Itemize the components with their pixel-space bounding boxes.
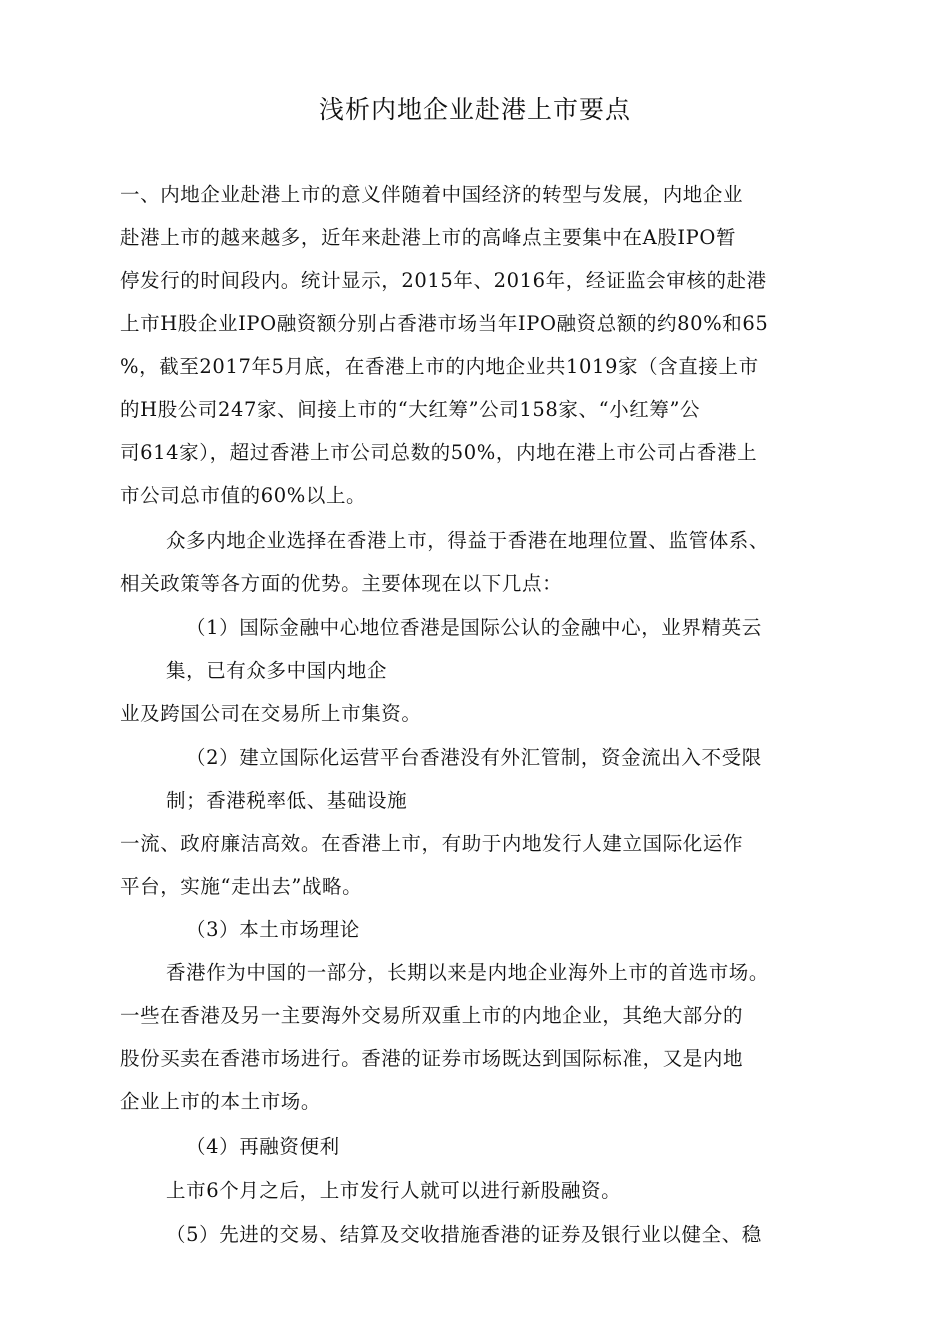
- text-line: 集，已有众多中国内地企: [166, 659, 388, 682]
- text-line: 一流、政府廉洁高效。在香港上市，有助于内地发行人建立国际化运作: [120, 832, 744, 855]
- text-line: 赴港上市的越来越多，近年来赴港上市的高峰点主要集中在A股IPO暂: [120, 226, 737, 249]
- text-line: 上市H股企业IPO融资额分别占香港市场当年IPO融资总额的约80%和65: [120, 312, 769, 335]
- text-line: 平台，实施“走出去”战略。: [120, 875, 363, 898]
- text-line: 香港作为中国的一部分，长期以来是内地企业海外上市的首选市场。: [166, 961, 770, 984]
- text-line: 制；香港税率低、基础设施: [166, 789, 408, 812]
- text-line: （4）再融资便利: [186, 1135, 340, 1158]
- text-line: （5）先进的交易、结算及交收措施香港的证券及银行业以健全、稳: [166, 1223, 762, 1246]
- text-line: 一、内地企业赴港上市的意义伴随着中国经济的转型与发展，内地企业: [120, 183, 744, 206]
- text-line: 市公司总市值的60%以上。: [120, 484, 367, 507]
- text-line: 的H股公司247家、间接上市的“大红筹”公司158家、“小红筹”公: [120, 398, 701, 421]
- text-line: 停发行的时间段内。统计显示，2015年、2016年，经证监会审核的赴港: [120, 269, 767, 292]
- text-line: 上市6个月之后，上市发行人就可以进行新股融资。: [166, 1179, 622, 1202]
- text-line: 众多内地企业选择在香港上市，得益于香港在地理位置、监管体系、: [166, 529, 770, 552]
- text-line: 业及跨国公司在交易所上市集资。: [120, 702, 422, 725]
- text-line: 股份买卖在香港市场进行。香港的证券市场既达到国际标准，又是内地: [120, 1047, 744, 1070]
- text-line: 一些在香港及另一主要海外交易所双重上市的内地企业，其绝大部分的: [120, 1004, 744, 1027]
- text-line: 相关政策等各方面的优势。主要体现在以下几点：: [120, 572, 563, 595]
- text-line: （2）建立国际化运营平台香港没有外汇管制，资金流出入不受限: [186, 746, 762, 769]
- text-line: %，截至2017年5月底，在香港上市的内地企业共1019家（含直接上市: [120, 355, 759, 378]
- text-line: 司614家），超过香港上市公司总数的50%，内地在港上市公司占香港上: [120, 441, 758, 464]
- text-line: （1）国际金融中心地位香港是国际公认的金融中心，业界精英云: [186, 616, 762, 639]
- document-title: 浅析内地企业赴港上市要点: [318, 95, 631, 124]
- text-line: （3）本土市场理论: [186, 918, 360, 941]
- text-line: 企业上市的本土市场。: [120, 1090, 322, 1113]
